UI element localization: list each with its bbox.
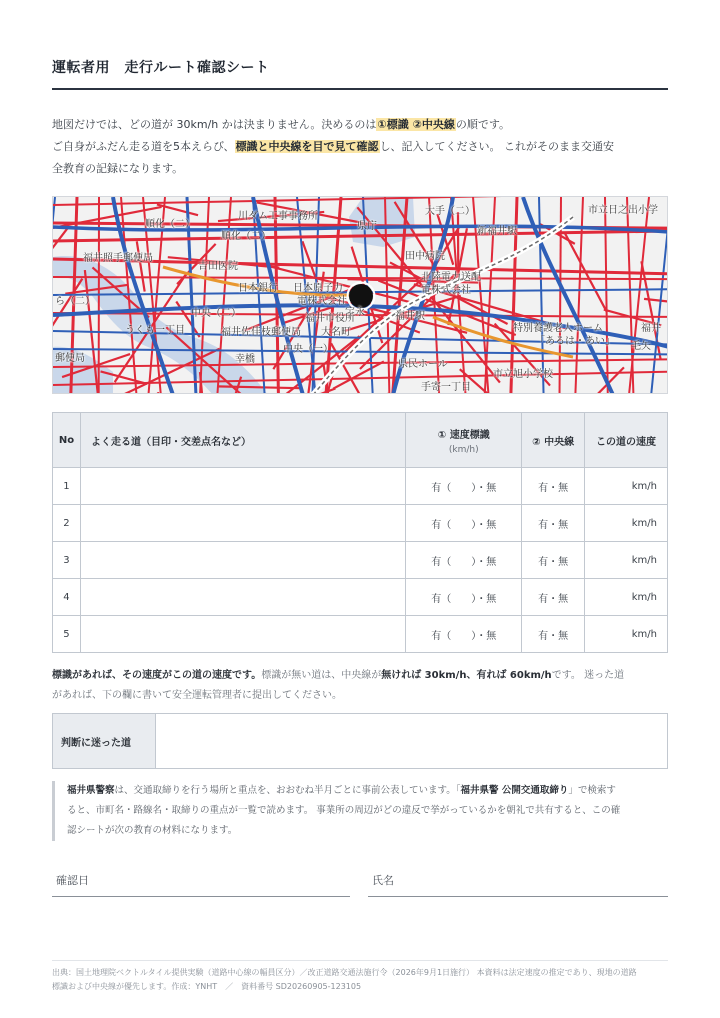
speed-sign-field[interactable]: 有（ ）・無 bbox=[406, 468, 522, 505]
road-field[interactable] bbox=[80, 505, 405, 542]
road-field[interactable] bbox=[80, 468, 405, 505]
uncertain-road-field[interactable] bbox=[156, 714, 667, 768]
header-road: よく走る道（目印・交差点名など） bbox=[80, 413, 405, 468]
route-table bbox=[52, 412, 668, 653]
map-place-label: 日本原子力 bbox=[293, 283, 343, 294]
road-field[interactable] bbox=[80, 579, 405, 616]
map-place-label: 新福井駅 bbox=[477, 226, 517, 237]
map-place-label: 県庁 bbox=[357, 221, 377, 232]
road-speed-field[interactable]: km/h bbox=[585, 579, 668, 616]
date-field[interactable] bbox=[52, 896, 350, 897]
speed-rule-note: 標識があれば、その速度がこの道の速度です。標識が無い道は、中央線が無ければ 30km/h、有れば 60km/hです。 迷った道 があれば、下の欄に書いて安全運転管理者に提出してください。 bbox=[52, 670, 625, 701]
page-title: 運転者用 走行ルート確認シート bbox=[52, 60, 270, 76]
map-place-label: 「あるは・あい」 bbox=[535, 336, 615, 347]
map-place-label: 順化（二） bbox=[221, 231, 271, 242]
map-place-label: 幸橋 bbox=[235, 354, 255, 365]
map-place-label: 特別養護老人ホーム bbox=[513, 323, 603, 334]
map-place-label: 電株式会社 bbox=[421, 285, 471, 296]
road-speed-field[interactable]: km/h bbox=[585, 468, 668, 505]
name-field[interactable] bbox=[368, 896, 668, 897]
table-row bbox=[53, 505, 668, 542]
map-road-minor bbox=[331, 393, 388, 394]
footer: 出典：国土地理院ベクトルタイル提供実験（道路中心線の幅員区分）／改正道路交通法施行令（2026年9月1日施行） 本資料は法定速度の推定であり、現地の道路 標識および中央線が優先します。作成：YNHT ／ 資料番号 SD20260905-123105 bbox=[52, 968, 637, 991]
highlight-order: ①標識 ②中央線 bbox=[377, 118, 455, 131]
speed-sign-field[interactable]: 有（ ）・無 bbox=[406, 505, 522, 542]
map-place-label: 郵便局 bbox=[55, 353, 85, 364]
center-line-field[interactable]: 有・無 bbox=[522, 468, 585, 505]
map-place-label: 北陸電力送配 bbox=[421, 272, 481, 283]
map-road-grid bbox=[53, 349, 668, 354]
road-field[interactable] bbox=[80, 616, 405, 653]
road-speed-field[interactable]: km/h bbox=[585, 505, 668, 542]
route-map bbox=[52, 196, 668, 394]
police-info-note: 福井県警察は、交通取締りを行う場所と重点を、おおむね半月ごとに事前公表しています。「福井県警 公開交通取締り」で検索す ると、市町名・路線名・取締りの重点が一覧で読めます。 事業所の周辺がどの違反で挙がっているかを朝礼で共有すると、この確 認シートが次の教育の材料になります。 bbox=[52, 781, 668, 841]
speed-sign-field[interactable]: 有（ ）・無 bbox=[406, 542, 522, 579]
center-line-field[interactable]: 有・無 bbox=[522, 542, 585, 579]
center-line-field[interactable]: 有・無 bbox=[522, 616, 585, 653]
map-place-label: 大名町 bbox=[321, 327, 351, 338]
intro-text: 地図だけでは、どの道が 30km/h かは決まりません。決めるのは①標識 ②中央線の順です。 ご自身がふだん走る道を5本えらび、標識と中央線を目で見て確認し、記入してください。 これがそのまま交通安 全教育の記録になります。 bbox=[52, 118, 615, 175]
header-center-line: ② 中央線 bbox=[522, 413, 585, 468]
map-road-minor bbox=[644, 299, 668, 309]
map-place-label: うくも一丁目 bbox=[125, 325, 185, 336]
table-row bbox=[53, 616, 668, 653]
title-divider bbox=[52, 88, 668, 90]
row-no: 5 bbox=[53, 616, 81, 653]
map-place-label: 福井市役所 bbox=[305, 313, 355, 324]
road-speed-field[interactable]: km/h bbox=[585, 542, 668, 579]
footer-divider bbox=[52, 960, 668, 961]
center-line-field[interactable]: 有・無 bbox=[522, 579, 585, 616]
header-no: No bbox=[53, 413, 81, 468]
map-place-label: 県民ホール bbox=[398, 359, 448, 370]
speed-sign-field[interactable]: 有（ ）・無 bbox=[406, 616, 522, 653]
map-place-label: 田中病院 bbox=[405, 251, 445, 262]
map-place-label: 宝永 bbox=[345, 307, 365, 318]
row-no: 3 bbox=[53, 542, 81, 579]
map-place-label: 福井照手郵便局 bbox=[83, 253, 153, 264]
map-place-label: 福井駅 bbox=[395, 311, 425, 322]
map-place-label: 大手（二） bbox=[425, 206, 475, 217]
table-row bbox=[53, 542, 668, 579]
date-label: 確認日 bbox=[56, 874, 89, 887]
road-speed-field[interactable]: km/h bbox=[585, 616, 668, 653]
row-no: 2 bbox=[53, 505, 81, 542]
header-speed-sign: ① 速度標識 (km/h) bbox=[406, 413, 522, 468]
map-place-label: ら（二） bbox=[55, 296, 95, 307]
road-field[interactable] bbox=[80, 542, 405, 579]
center-line-field[interactable]: 有・無 bbox=[522, 505, 585, 542]
map-place-label: 中央（一） bbox=[283, 344, 333, 355]
map-place-label: 順化（二） bbox=[145, 219, 195, 230]
speed-sign-field[interactable]: 有（ ）・無 bbox=[406, 579, 522, 616]
uncertain-road-label: 判断に迷った道 bbox=[53, 714, 156, 768]
row-no: 4 bbox=[53, 579, 81, 616]
map-place-label: 中央（二） bbox=[191, 308, 241, 319]
map-place-label: 吉田医院 bbox=[198, 261, 238, 272]
name-label: 氏名 bbox=[372, 874, 394, 887]
header-road-speed: この道の速度 bbox=[585, 413, 668, 468]
table-row bbox=[53, 579, 668, 616]
map-place-label: 日本銀行 bbox=[238, 283, 278, 294]
map-place-label: 市立日之出小学 bbox=[588, 205, 658, 216]
row-no: 1 bbox=[53, 468, 81, 505]
map-road-grid bbox=[53, 277, 668, 279]
map-place-label: 手寄一丁目 bbox=[421, 382, 471, 393]
map-place-label: 毛矢 bbox=[631, 341, 651, 352]
map-place-label: 福井佐佳枝郵便局 bbox=[221, 327, 301, 338]
map-place-label: 福井 bbox=[641, 323, 661, 334]
uncertain-road-box bbox=[52, 713, 668, 769]
map-place-label: 市立旭小学校 bbox=[493, 369, 553, 380]
map-place-label: 電株式会社 bbox=[297, 296, 347, 307]
highlight-check: 標識と中央線を目で見て確認 bbox=[235, 140, 379, 153]
table-row bbox=[53, 468, 668, 505]
map-place-label: 川ダム工事事務所 bbox=[238, 211, 318, 222]
